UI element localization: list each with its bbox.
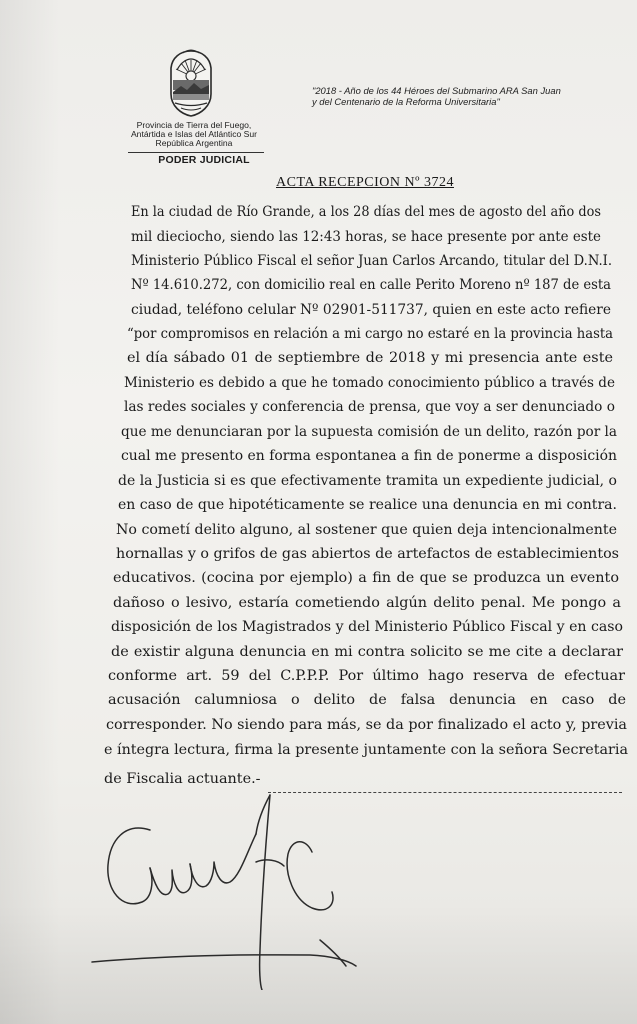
- body-text-line: corresponder. No siendo para más, se da por finalizado el acto y, previa: [106, 717, 627, 733]
- body-text-line: e íntegra lectura, firma la presente juntamente con la señora Secretaria: [104, 742, 628, 758]
- province-line-3: República Argentina: [155, 138, 233, 149]
- body-text-line: conforme art. 59 del C.P.P.P. Por último hago reserva de efectuar: [108, 668, 625, 684]
- body-text-line: de Fiscalia actuante.-: [104, 771, 261, 787]
- body-text-line: mil dieciocho, siendo las 12:43 horas, se hace presente por ante este: [131, 229, 601, 245]
- body-text-line: el día sábado 01 de septiembre de 2018 y mi presencia ante este: [127, 350, 613, 366]
- handwritten-signature: [80, 790, 380, 990]
- body-text-line: En la ciudad de Río Grande, a los 28 días del mes de agosto del año dos: [131, 204, 601, 220]
- body-text-line: de la Justicia si es que efectivamente tramita un expediente judicial, o: [118, 473, 617, 489]
- body-text-line: Nº 14.610.272, con domicilio real en calle Perito Moreno nº 187 de esta: [131, 277, 611, 293]
- body-text-line: disposición de los Magistrados y del Ministerio Público Fiscal y en caso: [111, 619, 623, 635]
- body-text-line: que me denunciaran por la supuesta comisión de un delito, razón por la: [121, 424, 617, 440]
- body-text-line: cual me presento en forma espontanea a fin de ponerme a disposición: [121, 448, 617, 464]
- body-text-line: hornallas y o grifos de gas abiertos de artefactos de establecimientos: [116, 546, 619, 562]
- province-line-2: Antártida e Islas del Atlántico Sur: [130, 129, 258, 140]
- body-text-line: “por compromisos en relación a mi cargo no estaré en la provincia hasta: [127, 326, 613, 342]
- body-text-line: en caso de que hipotéticamente se realice una denuncia en mi contra.: [118, 497, 617, 513]
- body-text-line: de existir alguna denuncia en mi contra solicito se me cite a declarar: [111, 644, 623, 660]
- body-text-line: acusación calumniosa o delito de falsa denuncia en caso de: [108, 692, 626, 708]
- body-text-line: No cometí delito alguno, al sostener que quien deja intencionalmente: [116, 522, 617, 538]
- body-text-line: ciudad, teléfono celular Nº 02901-511737, quien en este acto refiere: [131, 302, 611, 318]
- institution-name: PODER JUDICIAL: [158, 154, 250, 166]
- body-text-line: Ministerio Público Fiscal el señor Juan Carlos Arcando, titular del D.N.I.: [131, 253, 612, 269]
- document-title: ACTA RECEPCION Nº 3724: [276, 175, 454, 190]
- body-text-line: dañoso o lesivo, estaría cometiendo algún delito penal. Me pongo a: [113, 595, 621, 611]
- motto-line-2: y del Centenario de la Reforma Universitaria": [312, 96, 500, 107]
- province-line-1: Provincia de Tierra del Fuego,: [136, 120, 252, 130]
- motto-line-1: "2018 - Año de los 44 Héroes del Submarino ARA San Juan: [312, 85, 561, 96]
- body-text-line: las redes sociales y conferencia de prensa, que voy a ser denunciado o: [124, 399, 615, 415]
- body-text-line: educativos. (cocina por ejemplo) a fin de que se produzca un evento: [113, 570, 619, 586]
- body-text-line: Ministerio es debido a que he tomado conocimiento público a través de: [124, 375, 615, 391]
